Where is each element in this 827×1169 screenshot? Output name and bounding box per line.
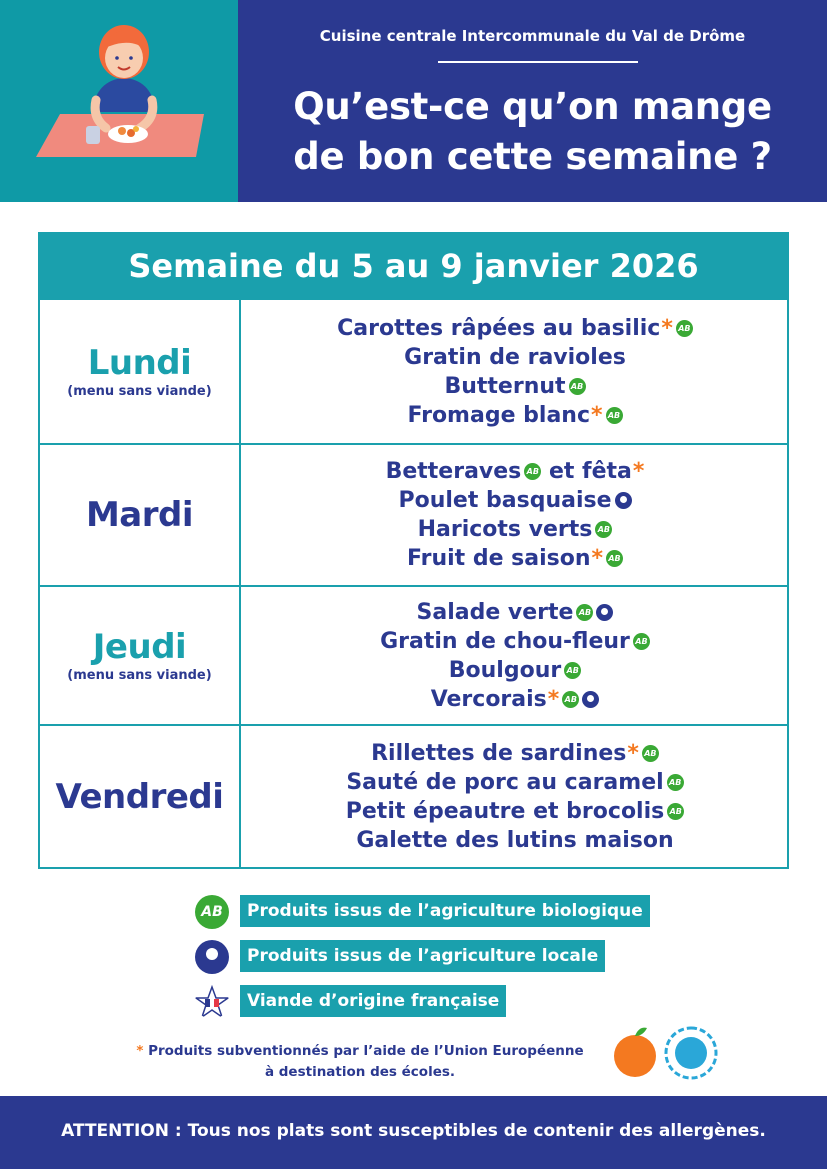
day-row-lundi	[40, 298, 787, 443]
dish-text: Galette des lutins maison	[356, 827, 674, 853]
day-name: Vendredi	[55, 776, 224, 817]
dish	[444, 372, 585, 401]
eu-star: *	[627, 740, 639, 766]
eu-footnote	[100, 1041, 620, 1083]
eu-star: *	[661, 315, 673, 341]
dish-text: Petit épeautre et brocolis	[345, 798, 665, 824]
divider	[438, 61, 638, 63]
organic-icon	[676, 320, 693, 337]
legend-item-french-meat	[195, 985, 695, 1019]
dish-text: Rillettes de sardines	[371, 740, 627, 766]
eu-star: *	[136, 1043, 144, 1059]
dish	[386, 457, 645, 486]
week-title: Semaine du 5 au 9 janvier 2026	[40, 234, 787, 298]
day-cell	[40, 587, 241, 724]
dishes-cell	[243, 587, 787, 724]
fruits-legumes-ecole-logo	[613, 1024, 658, 1080]
legend-item-bio	[195, 895, 695, 929]
day-note: (menu sans viande)	[67, 668, 212, 683]
dish	[407, 544, 623, 573]
organization-name: Cuisine centrale Intercommunale du Val de Drôme	[319, 27, 746, 45]
dish	[431, 685, 600, 714]
dish-text: Vercorais	[430, 686, 547, 712]
dish-text: Salade verte	[416, 599, 574, 625]
organic-icon	[606, 407, 623, 424]
organic-icon	[564, 662, 581, 679]
dish	[380, 627, 650, 656]
dish-text: Butternut	[444, 373, 566, 399]
allergen-warning-banner: ATTENTION : Tous nos plats sont susceptibles de contenir des allergènes.	[0, 1096, 827, 1169]
organic-icon	[595, 521, 612, 538]
organic-icon	[667, 803, 684, 820]
dish	[449, 656, 581, 685]
legend-item-local	[195, 940, 695, 974]
footnote-line-1	[100, 1041, 620, 1062]
local-pin-icon	[195, 940, 229, 974]
day-name: Lundi	[87, 343, 192, 383]
dish	[371, 739, 659, 768]
dish-text: Sauté de porc au caramel	[346, 769, 664, 795]
organic-icon	[606, 550, 623, 567]
organic-icon	[562, 691, 579, 708]
dish-text: Boulgour	[448, 657, 562, 683]
local-pin-icon	[582, 691, 599, 708]
day-cell	[40, 445, 241, 585]
dishes-cell	[243, 726, 787, 867]
organic-icon	[633, 633, 650, 650]
day-row-jeudi	[40, 585, 787, 724]
local-pin-icon	[615, 492, 632, 509]
dish-text: Fromage blanc	[407, 402, 590, 428]
pin-dot	[206, 948, 218, 960]
legend-label: Produits issus de l’agriculture locale	[240, 940, 605, 972]
local-pin-icon	[596, 604, 613, 621]
legend-label: Viande d’origine française	[240, 985, 506, 1017]
dish-text: Carottes râpées au basilic	[337, 315, 661, 341]
dish-text: Gratin de ravioles	[404, 344, 626, 370]
footnote-text-1: Produits subventionnés par l’aide de l’Union Européenne	[148, 1043, 584, 1059]
dish	[356, 826, 673, 855]
day-cell	[40, 300, 241, 443]
eu-star: *	[547, 686, 560, 712]
dishes-cell	[243, 300, 787, 443]
day-note: (menu sans viande)	[67, 384, 212, 399]
header-title-panel	[238, 0, 827, 202]
lait-produits-laitiers-ecole-logo	[662, 1024, 720, 1082]
dish	[337, 314, 693, 343]
dish	[346, 797, 684, 826]
dish	[398, 486, 631, 515]
dish-text: Poulet basquaise	[398, 488, 612, 513]
organic-icon	[667, 774, 684, 791]
eu-star: *	[632, 459, 645, 484]
day-row-mardi	[40, 443, 787, 585]
headline-line-1: Qu’est-ce qu’on mange	[293, 85, 772, 128]
french-meat-star-icon	[195, 985, 229, 1019]
organic-icon	[642, 745, 659, 762]
organic-icon	[576, 604, 593, 621]
page-title	[238, 82, 827, 182]
dish-text: Betteraves	[385, 459, 522, 484]
day-name: Jeudi	[92, 627, 187, 667]
child-eating-illustration	[0, 0, 238, 202]
headline-line-2: de bon cette semaine ?	[293, 135, 772, 178]
day-row-vendredi	[40, 724, 787, 867]
legend-label: Produits issus de l’agriculture biologique	[240, 895, 650, 927]
dish	[417, 598, 614, 627]
dish	[407, 401, 622, 430]
dish	[404, 343, 626, 372]
organic-icon	[524, 463, 541, 480]
dish-text: Haricots verts	[417, 517, 593, 542]
organic-icon-text: AB	[201, 904, 223, 920]
day-name: Mardi	[85, 495, 194, 535]
eu-star: *	[591, 402, 603, 428]
header	[0, 0, 827, 202]
dish-text-2: et fêta	[548, 459, 632, 484]
organic-icon	[569, 378, 586, 395]
eu-star: *	[591, 546, 604, 571]
dish	[346, 768, 683, 797]
dish-text: Fruit de saison	[406, 546, 591, 571]
footnote-text-2: à destination des écoles.	[264, 1064, 456, 1080]
day-cell	[40, 726, 241, 867]
menu-table	[38, 232, 789, 869]
dishes-cell	[243, 445, 787, 585]
organic-icon	[195, 895, 229, 929]
dish	[418, 515, 613, 544]
header-illustration-panel	[0, 0, 238, 202]
dish-text: Gratin de chou-fleur	[380, 628, 630, 654]
